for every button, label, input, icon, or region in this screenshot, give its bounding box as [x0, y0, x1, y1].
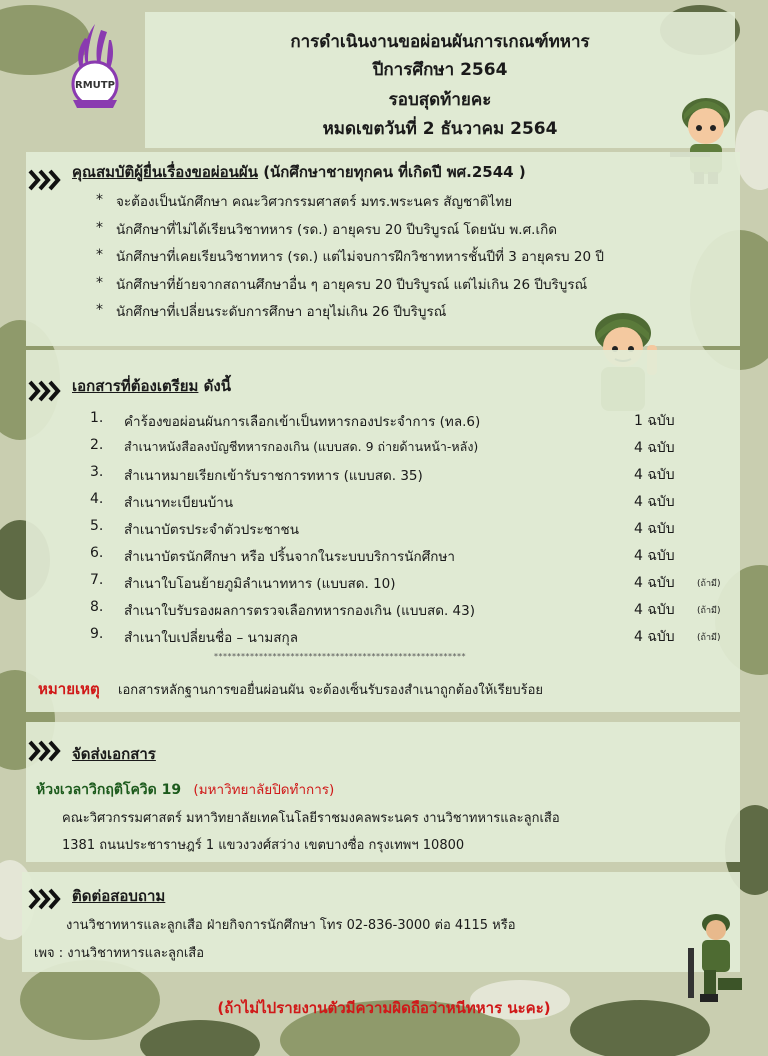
address-line-2: 1381 ถนนประชาราษฎร์ 1 แขวงวงศ์สว่าง เขตบางซื่อ กรุงเทพฯ 10800 [62, 838, 465, 853]
item-number: 3. [90, 464, 104, 480]
logo-text: RMUTP [75, 80, 115, 91]
item-text: สำเนาหนังสือลงบัญชีทหารกองเกิน (แบบสด. 9 ถ่ายด้านหน้า-หลัง) [124, 439, 479, 454]
qualification-item: นักศึกษาที่เปลี่ยนระดับการศึกษา อายุไม่เกิน 26 ปีบริบูรณ์ [116, 304, 447, 320]
address-line-1: คณะวิศวกรรมศาสตร์ มหาวิทยาลัยเทคโนโลยีราชมงคลพระนคร งานวิชาทหารและลูกเสือ [62, 811, 560, 826]
contact-heading: ติดต่อสอบถาม [72, 887, 166, 905]
item-quantity: 1 ฉบับ [634, 413, 675, 429]
item-number: 5. [90, 518, 104, 534]
item-quantity: 4 ฉบับ [634, 521, 675, 537]
item-note: (ถ้ามี) [697, 579, 721, 589]
item-quantity: 4 ฉบับ [634, 629, 675, 645]
covid-line [36, 778, 334, 801]
item-text: สำเนาทะเบียนบ้าน [124, 495, 234, 511]
item-number: 1. [90, 410, 104, 426]
bullet: * [96, 275, 103, 291]
item-text: สำเนาใบเปลี่ยนชื่อ – นามสกุล [124, 630, 298, 646]
item-text: สำเนาบัตรประจำตัวประชาชน [124, 522, 299, 538]
item-text: คำร้องขอผ่อนผันการเลือกเข้าเป็นทหารกองประจำการ (ทล.6) [124, 414, 481, 430]
separator: ******************************************************** [214, 652, 466, 661]
remark-label: หมายเหตุ [38, 680, 100, 698]
title-line-3: รอบสุดท้ายคะ [388, 90, 492, 110]
item-note: (ถ้ามี) [697, 606, 721, 616]
remark-text: เอกสารหลักฐานการขอยื่นผ่อนผัน จะต้องเซ็นรับรองสำเนาถูกต้องให้เรียบร้อย [118, 683, 543, 698]
item-text: สำเนาใบรับรองผลการตรวจเลือกทหารกองเกิน (แบบสด. 43) [124, 603, 475, 619]
item-text: สำเนาหมายเรียกเข้ารับราชการทหาร (แบบสด. 35) [124, 468, 423, 484]
item-quantity: 4 ฉบับ [634, 494, 675, 510]
item-quantity: 4 ฉบับ [634, 467, 675, 483]
qualification-item: จะต้องเป็นนักศึกษา คณะวิศวกรรมศาสตร์ มทร.พระนคร สัญชาติไทย [116, 194, 513, 210]
item-number: 6. [90, 545, 104, 561]
qualifications-heading [72, 160, 526, 184]
footer-warning: (ถ้าไม่ไปรายงานตัวมีความผิดถือว่าหนีทหาร นะคะ) [217, 999, 551, 1017]
documents-heading-rest: ดังนี้ [198, 377, 231, 395]
item-quantity: 4 ฉบับ [634, 602, 675, 618]
qualification-item: นักศึกษาที่เคยเรียนวิชาทหาร (รด.) แต่ไม่จบการฝึกวิชาทหารชั้นปีที่ 3 อายุครบ 20 ปี [116, 249, 604, 265]
item-note: (ถ้ามี) [697, 633, 721, 643]
qualification-item: นักศึกษาที่ย้ายจากสถานศึกษาอื่น ๆ อายุครบ 20 ปีบริบูรณ์ แต่ไม่เกิน 26 ปีบริบูรณ์ [116, 277, 588, 293]
chevron-right-icon [28, 740, 64, 762]
item-number: 8. [90, 599, 104, 615]
title-line-4: หมดเขตวันที่ 2 ธันวาคม 2564 [322, 119, 558, 139]
soldier-kneeling-icon [684, 908, 748, 1004]
covid-label: ห้วงเวลาวิกฤติโควิด 19 [36, 782, 182, 798]
item-quantity: 4 ฉบับ [634, 548, 675, 564]
title-line-2: ปีการศึกษา 2564 [372, 60, 508, 80]
contact-line-1: งานวิชาทหารและลูกเสือ ฝ่ายกิจการนักศึกษา โทร 02-836-3000 ต่อ 4115 หรือ [66, 918, 516, 933]
item-quantity: 4 ฉบับ [634, 440, 675, 456]
item-number: 2. [90, 437, 104, 453]
qualifications-heading-rest: (นักศึกษาชายทุกคน ที่เกิดปี พศ.2544 ) [257, 163, 526, 181]
item-number: 7. [90, 572, 104, 588]
qualifications-heading-underlined: คุณสมบัติผู้ยื่นเรื่องขอผ่อนผัน [72, 163, 258, 181]
bullet: * [96, 192, 103, 208]
chevron-right-icon [28, 380, 64, 402]
chevron-right-icon [28, 169, 64, 191]
bullet: * [96, 247, 103, 263]
delivery-heading: จัดส่งเอกสาร [72, 745, 156, 763]
item-quantity: 4 ฉบับ [634, 575, 675, 591]
covid-note: (มหาวิทยาลัยปิดทำการ) [193, 782, 335, 798]
item-number: 4. [90, 491, 104, 507]
title-line-1: การดำเนินงานขอผ่อนผันการเกณฑ์ทหาร [290, 32, 590, 52]
remark [38, 677, 543, 701]
qualification-item: นักศึกษาที่ไม่ได้เรียนวิชาทหาร (รด.) อายุครบ 20 ปีบริบูรณ์ โดยนับ พ.ศ.เกิด [116, 222, 558, 238]
rmutp-logo [55, 20, 135, 112]
item-text: สำเนาบัตรนักศึกษา หรือ ปริ้นจากในระบบบริการนักศึกษา [124, 549, 455, 565]
chevron-right-icon [28, 888, 64, 910]
documents-heading-underlined: เอกสารที่ต้องเตรียม [72, 377, 199, 395]
bullet: * [96, 220, 103, 236]
documents-heading [72, 374, 231, 398]
item-text: สำเนาใบโอนย้ายภูมิลำเนาทหาร (แบบสด. 10) [124, 576, 396, 592]
item-number: 9. [90, 626, 104, 642]
contact-line-2: เพจ : งานวิชาทหารและลูกเสือ [34, 946, 205, 961]
bullet: * [96, 302, 103, 318]
